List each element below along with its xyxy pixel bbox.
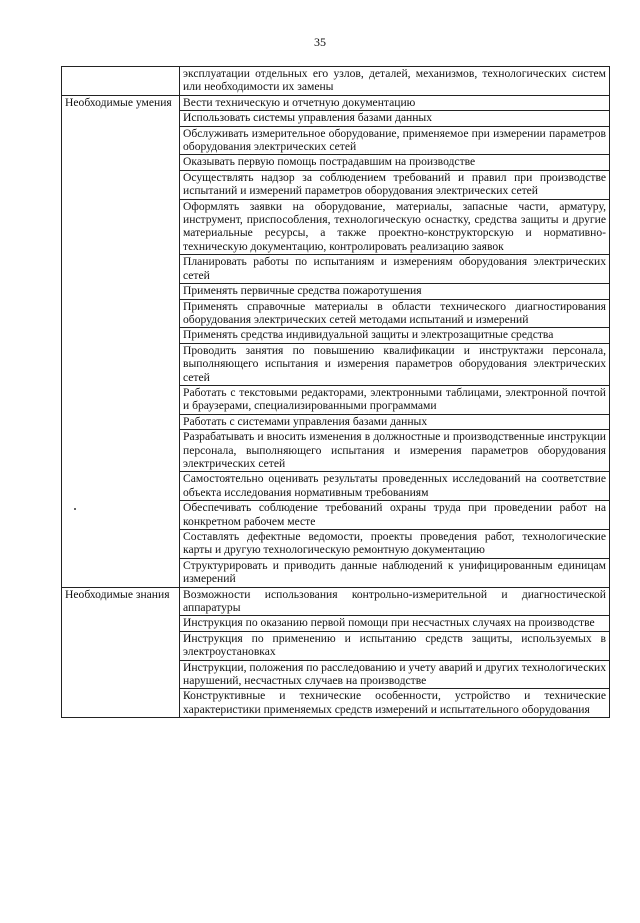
- list-item: Оказывать первую помощь пострадавшим на производстве: [180, 155, 610, 170]
- list-item: Обеспечивать соблюдение требований охраны труда при проведении работ на конкретном рабочем месте: [180, 501, 610, 530]
- list-item: Структурировать и приводить данные наблюдений к унифицированным единицам измерений: [180, 558, 610, 587]
- section-label: Необходимые знания: [62, 587, 180, 718]
- list-item: Составлять дефектные ведомости, проекты проведения работ, технологические карты и другую технологическую ремонтную документацию: [180, 530, 610, 559]
- empty-label-cell: [62, 67, 180, 96]
- list-item: Осуществлять надзор за соблюдением требований и правил при производстве испытаний и измерений параметров оборудования электрических сетей: [180, 170, 610, 199]
- list-item: Проводить занятия по повышению квалификации и инструктажи персонала, выполняющего испытания и измерения параметров оборудования электрических сетей: [180, 343, 610, 385]
- list-item: Работать с текстовыми редакторами, электронными таблицами, электронной почтой и браузерами, специализированными программами: [180, 385, 610, 414]
- list-item: Работать с системами управления базами данных: [180, 414, 610, 429]
- competency-table-body: [62, 67, 610, 718]
- list-item: Конструктивные и технические особенности, устройство и технические характеристики применяемых средств измерений и испытательного оборудования: [180, 689, 610, 718]
- list-item: Вести техническую и отчетную документацию: [180, 95, 610, 110]
- list-item: Применять средства индивидуальной защиты и электрозащитные средства: [180, 328, 610, 343]
- list-item: Самостоятельно оценивать результаты проведенных исследований на соответствие объекта исследования нормативным требованиям: [180, 472, 610, 501]
- table-row: [62, 587, 610, 616]
- table-row: [62, 95, 610, 110]
- list-item: Обслуживать измерительное оборудование, применяемое при измерении параметров оборудования электрических сетей: [180, 126, 610, 155]
- list-item: Планировать работы по испытаниям и измерениям оборудования электрических сетей: [180, 255, 610, 284]
- list-item: Инструкции, положения по расследованию и учету аварий и других технологических нарушений, несчастных случаев на производстве: [180, 660, 610, 689]
- page-number: 35: [314, 35, 326, 49]
- list-item: Оформлять заявки на оборудование, материалы, запасные части, арматуру, инструмент, приспособления, технологическую оснастку, средства защиты и другие материальные ресурсы, а также проектно-конструкторскую и нормативно-техническую документацию, контролировать реализацию заявок: [180, 199, 610, 255]
- competency-table: [61, 66, 610, 718]
- list-item: Инструкция по оказанию первой помощи при несчастных случаях на производстве: [180, 616, 610, 631]
- continuation-cell: эксплуатации отдельных его узлов, деталей, механизмов, технологических систем или необходимости их замены: [180, 67, 610, 96]
- list-item: Применять первичные средства пожаротушения: [180, 284, 610, 299]
- section-label: Необходимые умения: [62, 95, 180, 587]
- list-item: Применять справочные материалы в области технического диагностирования оборудования электрических сетей методами испытаний и измерений: [180, 299, 610, 328]
- list-item: Разрабатывать и вносить изменения в должностные и производственные инструкции персонала, выполняющего испытания и измерения параметров оборудования электрических сетей: [180, 430, 610, 472]
- list-item: Возможности использования контрольно-измерительной и диагностической аппаратуры: [180, 587, 610, 616]
- table-row: [62, 67, 610, 96]
- scan-speck: [74, 508, 76, 510]
- list-item: Инструкция по применению и испытанию средств защиты, используемых в электроустановках: [180, 631, 610, 660]
- list-item: Использовать системы управления базами данных: [180, 111, 610, 126]
